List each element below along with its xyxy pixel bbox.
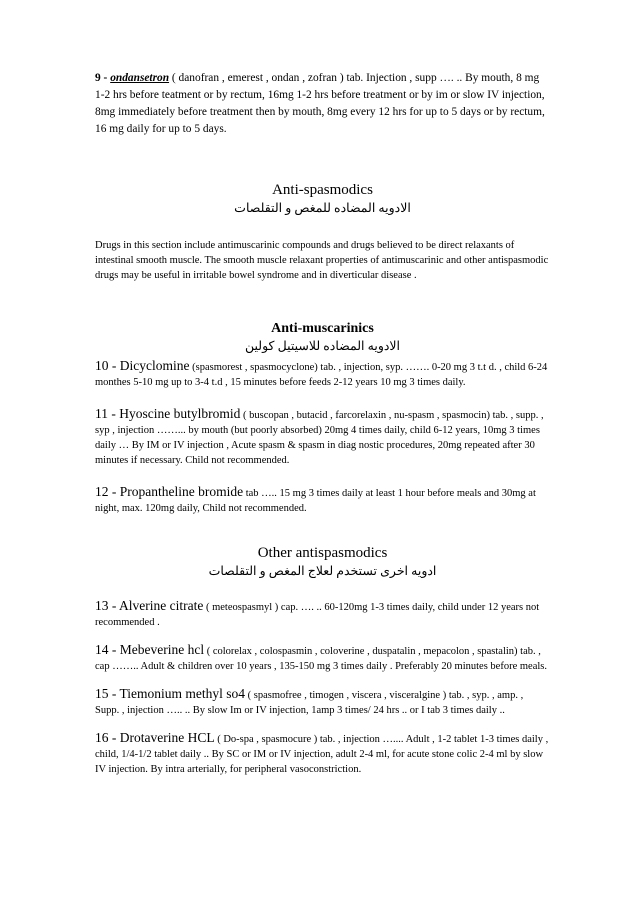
drug-name: ondansetron — [110, 72, 170, 84]
entry-heading: 16 - Drotaverine HCL — [95, 730, 215, 745]
section-title-antispasmodics: Anti-spasmodics — [272, 182, 373, 198]
entry-text: ( meteospasmyl ) cap. …. .. 60-120mg 1-3 times daily, child under 12 years not recommended . — [95, 602, 540, 628]
entry-text: ( buscopan , butacid , farcorelaxin , nu-spasm , spasmocin) tab. , supp. , syp , injection ……... by mouth (but poorly absorbed) 20mg 4 times daily, child 6-12 years, 10mg 3 times daily … By IM or IV injection , Acute spasm & spasm in diag nostic procedures, 20mg repeated after 30 minutes if necessary. Child not recommended. — [95, 410, 544, 466]
entry-alverine — [95, 598, 550, 630]
entry-propantheline — [95, 484, 550, 516]
entry-heading: 13 - Alverine citrate — [95, 598, 204, 613]
entry-text: (spasmorest , spasmocyclone) tab. , injection, syp. ……. 0-20 mg 3 t.t d. , child 6-24 monthes 5-10 mg up to 3-4 t.d , 15 minutes before feeds 2-12 years 10 mg 3 times daily. — [95, 362, 548, 388]
entry-text: ( Do-spa , spasmocure ) tab. , injection ….... Adult , 1-2 tablet 1-3 times daily , child, 1/4-1/2 tablet daily .. By SC or IM or IV injection, adult 2-4 ml, for acute stone colic 2-4 ml by slow IV injection. By intra arterially, for peripheral vasoconstriction. — [95, 734, 549, 775]
entry-text: ( spasmofree , timogen , viscera , visceralgine ) tab. , syp. , amp. , Supp. , injection ….. .. By slow Im or IV injection, 1amp 3 times/ 24 hrs .. or I tab 3 times daily .. — [95, 690, 524, 716]
entry-tiemonium — [95, 686, 550, 718]
entry-heading: 10 - Dicyclomine — [95, 358, 190, 373]
section-title-antimuscarinics: Anti-muscarinics — [271, 321, 374, 336]
section-intro: Drugs in this section include antimuscarinic compounds and drugs believed to be direct relaxants of intestinal smooth muscle. The smooth muscle relaxant properties of antimuscarinic and other antispasmodic drugs may be useful in irritable bowel syndrome and in diverticular disease . — [95, 240, 549, 281]
entry-dicyclomine — [95, 358, 550, 390]
entry-heading: 11 - Hyoscine butylbromid — [95, 406, 241, 421]
document-page — [95, 70, 550, 777]
entry-ondansetron — [95, 70, 550, 138]
entry-mebeverine — [95, 642, 550, 674]
section-arabic-other: ادويه اخرى تستخدم لعلاج المغص و التقلصات — [208, 564, 437, 578]
entry-number: 9 - — [95, 72, 111, 84]
entry-heading: 15 - Tiemonium methyl so4 — [95, 686, 246, 701]
entry-hyoscine — [95, 406, 550, 468]
entry-heading: 12 - Propantheline bromide — [95, 484, 244, 499]
entry-text: ( danofran , emerest , ondan , zofran ) tab. Injection , supp …. .. By mouth, 8 mg 1-2 hrs before teatment or by rectum, 16mg 1-2 hrs before treatment or by im or slow IV injection, 8mg immediately before treatment then by mouth, 8mg every 12 hrs for up to 5 days or by rectum, 16 mg daily for up to 5 days. — [95, 72, 545, 135]
entry-text: ( colorelax , colospasmin , coloverine , duspatalin , mepacolon , spastalin) tab. , cap …….. Adult & children over 10 years , 135-150 mg 3 times daily . Preferably 20 minutes before meals. — [95, 646, 547, 672]
entry-heading: 14 - Mebeverine hcl — [95, 642, 205, 657]
section-arabic-antimuscarinics: الادويه المضاده للاسيتيل كولين — [244, 339, 401, 353]
entry-text: tab ….. 15 mg 3 times daily at least 1 hour before meals and 30mg at night, max. 120mg daily, Child not recommended. — [95, 488, 536, 514]
entry-drotaverine — [95, 730, 550, 777]
section-arabic-antispasmodics: الادويه المضاده للمغص و التقلصات — [234, 201, 411, 215]
section-title-other: Other antispasmodics — [257, 545, 388, 561]
